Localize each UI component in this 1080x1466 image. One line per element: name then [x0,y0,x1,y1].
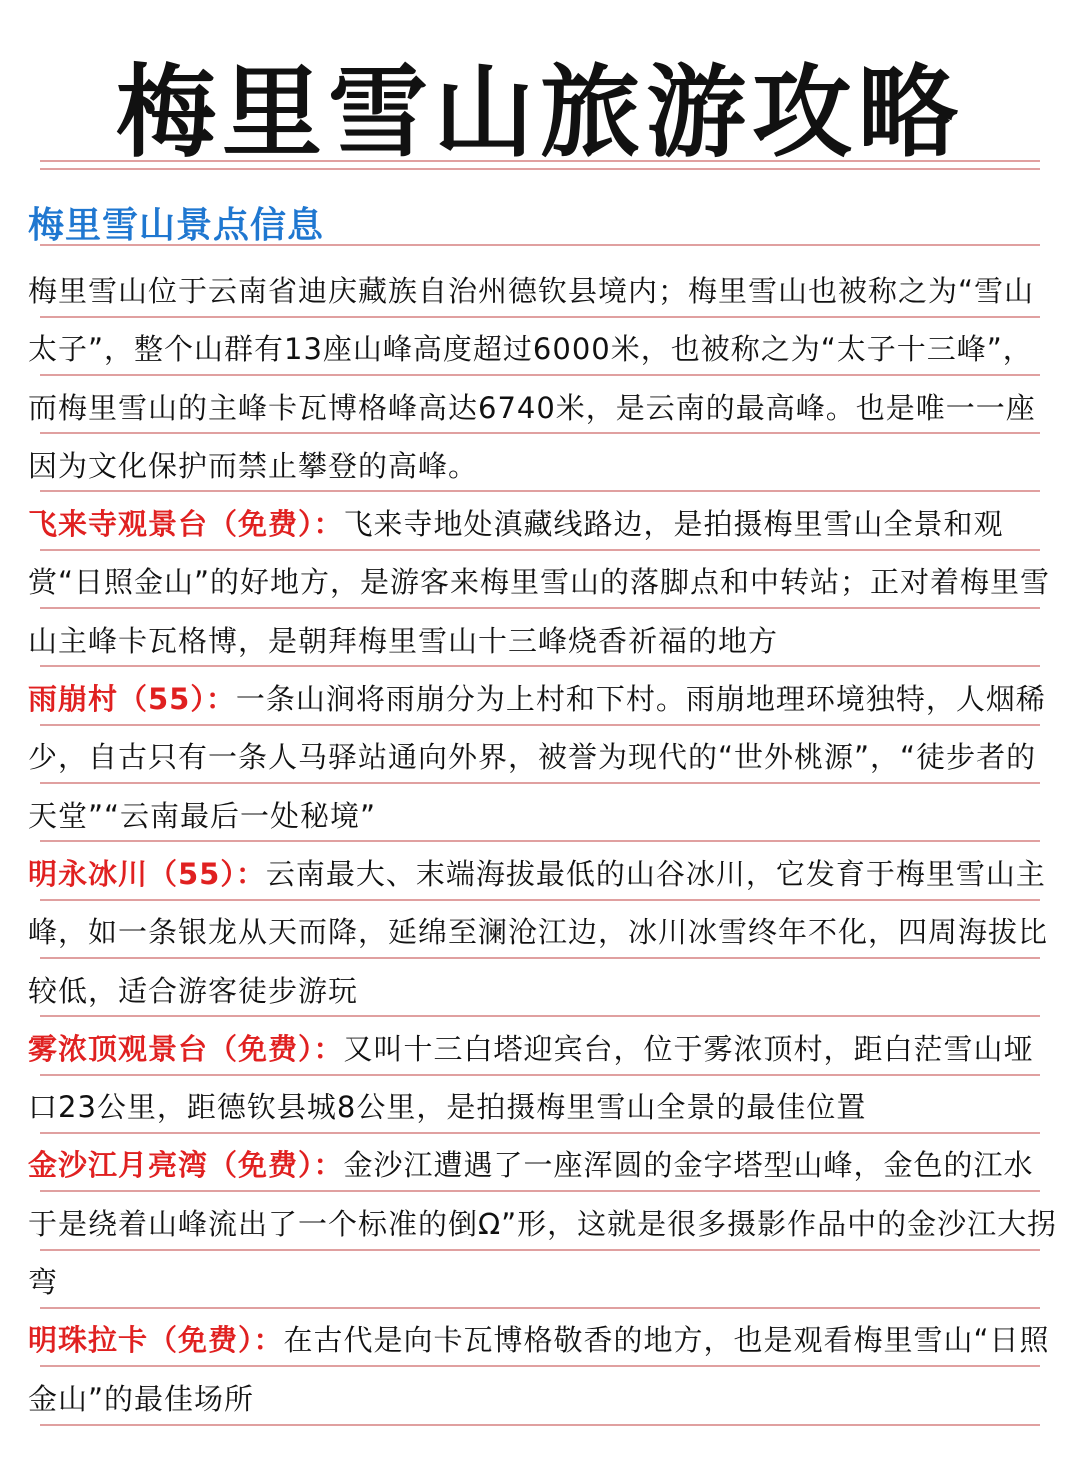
spot-name: 雾浓顶观景台（免费）： [28,1031,344,1066]
spot-description: 一条山涧将雨崩分为上村和下村。雨崩地理环境独特，人烟稀少，自古只有一条人马驿站通向外界，被誉为现代的“世外桃源”，“徒步者的天堂”“云南最后一处秘境” [28,682,1046,833]
spot-entry [28,495,1058,670]
spot-description: 云南最大、末端海拔最低的山谷冰川，它发育于梅里雪山主峰，如一条银龙从天而降，延绵至澜沧江边，冰川冰雪终年不化，四周海拔比较低，适合游客徒步游玩 [28,856,1049,1008]
spot-description: 金沙江遭遇了一座浑圆的金字塔型山峰，金色的江水于是绕着山峰流出了一个标准的倒Ω”形，这就是很多摄影作品中的金沙江大拐弯 [28,1148,1058,1300]
spot-entry [28,1136,1058,1311]
spot-name: 飞来寺观景台（免费）： [28,507,344,542]
intro-paragraph: 梅里雪山位于云南省迪庆藏族自治州德钦县境内；梅里雪山也被称之为“雪山太子”，整个山群有13座山峰高度超过6000米，也被称之为“太子十三峰”，而梅里雪山的主峰卡瓦博格峰高达6740米，是云南的最高峰。也是唯一一座因为文化保护而禁止攀登的高峰。 [28,274,1036,483]
section-heading: 梅里雪山景点信息 [28,205,325,246]
spot-name: 雨崩村（55）： [28,682,236,717]
spot-name: 明珠拉卡（免费）： [28,1323,284,1358]
spot-name: 金沙江月亮湾（免费）： [28,1148,344,1183]
spot-entry [28,845,1058,1020]
spot-description: 在古代是向卡瓦博格敬香的地方，也是观看梅里雪山“日照金山”的最佳场所 [28,1323,1050,1416]
spot-entry [28,1020,1058,1137]
spot-description: 又叫十三白塔迎宾台，位于雾浓顶村，距白茫雪山垭口23公里，距德钦县城8公里，是拍摄梅里雪山全景的最佳位置 [28,1031,1034,1125]
article-body [28,262,1058,1428]
page-title: 梅里雪山旅游攻略 [116,53,964,171]
spot-entry [28,670,1058,845]
spot-name: 明永冰川（55）： [28,856,266,891]
spot-description: 飞来寺地处滇藏线路边，是拍摄梅里雪山全景和观赏“日照金山”的好地方，是游客来梅里雪山的落脚点和中转站；正对着梅里雪山主峰卡瓦格博，是朝拜梅里雪山十三峰烧香祈福的地方 [28,507,1051,658]
spot-entry [28,1311,1058,1428]
